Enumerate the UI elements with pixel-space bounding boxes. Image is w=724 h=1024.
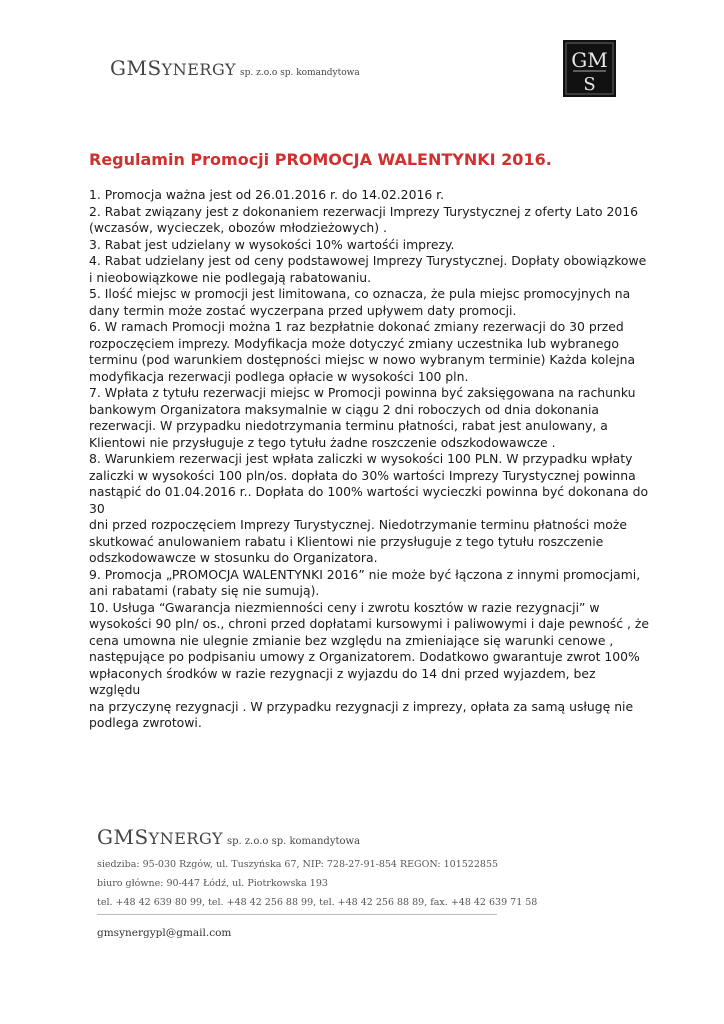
clause-10: 10. Usługa “Gwarancja niezmienności ceny i zwrotu kosztów w razie rezygnacji” w wysokości 90 pln/ os., chroni przed dopłatami kursowymi i paliwowymi i daje pewność , że cena umowna nie ulegnie zmianie bez względu na zmieniające się warunki cenowe , następujące po podpisaniu umowy z Organizatorem. Dodatkowo gwarantuje zwrot 100% wpłaconych środków w razie rezygnacji z wyjazdu do 14 dni przed wyjazdem, bez względu na przyczynę rezygnacji . W przypadku rezygnacji z imprezy, opłata za samą usługę nie podlega zwrotowi. — [89, 599, 649, 730]
clause-4: 4. Rabat udzielany jest od ceny podstawowej Imprezy Turystycznej. Dopłaty obowiązkowe i nieobowiązkowe nie podlegają rabatowaniu. — [89, 253, 647, 285]
document-title: Regulamin Promocji PROMOCJA WALENTYNKI 2016. — [89, 150, 552, 169]
clause-5: 5. Ilość miejsc w promocji jest limitowana, co oznacza, że pula miejsc promocyjnych na dany termin może zostać wyczerpana przed upływem daty promocji. — [89, 286, 631, 318]
header-brand — [110, 56, 360, 80]
clause-2: 2. Rabat związany jest z dokonaniem rezerwacji Imprezy Turystycznej z oferty Lato 2016 (wczasów, wycieczek, obozów młodzieżowych) . — [89, 203, 638, 235]
footer-office: biuro główne: 90-447 Łódź, ul. Piotrkowska 193 — [97, 878, 328, 889]
document-body — [89, 187, 649, 732]
header-brand-rest: YNERGY — [161, 60, 237, 79]
clause-3: 3. Rabat jest udzielany w wysokości 10% wartośći imprezy. — [89, 236, 455, 252]
page-header — [0, 0, 724, 120]
clause-8: 8. Warunkiem rezerwacji jest wpłata zaliczki w wysokości 100 PLN. W przypadku wpłaty zaliczki w wysokości 100 pln/os. dopłata do 30% wartości Imprezy Turystycznej powinna nastąpić do 01.04.2016 r.. Dopłata do 100% wartości wycieczki powinna być dokonana do 30 dni przed rozpoczęciem Imprezy Turystycznej. Niedotrzymanie terminu płatności może skutkować anulowaniem rabatu i Klientowi nie przysługuje z tego tytułu roszczenie odszkodowawcze w stosunku do Organizatora. — [89, 451, 649, 565]
clause-9: 9. Promocja „PROMOCJA WALENTYNKI 2016” nie może być łączona z innymi promocjami, ani rabatami (rabaty się nie sumują). — [89, 566, 641, 598]
clause-1: 1. Promocja ważna jest od 26.01.2016 r. do 14.02.2016 r. — [89, 187, 445, 202]
footer-brand-rest: YNERGY — [148, 829, 224, 848]
gms-logo — [563, 40, 616, 97]
header-brand-legal-form: sp. z.o.o sp. komandytowa — [240, 68, 360, 78]
footer-brand-initial: GMS — [97, 825, 149, 849]
footer-email: gmsynergypl@gmail.com — [97, 927, 232, 939]
clause-7: 7. Wpłata z tytułu rezerwacji miejsc w Promocji powinna być zaksięgowana na rachunku bankowym Organizatora maksymalnie w ciągu 2 dni roboczych od dnia dokonania rezerwacji. W przypadku niedotrzymania terminu płatności, rabat jest anulowany, a Klientowi nie przysługuje z tego tytułu żadne roszczenie odszkodowawcze . — [89, 385, 636, 450]
footer-brand-legal-form: sp. z.o.o sp. komandytowa — [227, 836, 361, 847]
clause-6: 6. W ramach Promocji można 1 raz bezpłatnie dokonać zmiany rezerwacji do 30 przed rozpoczęciem imprezy. Modyfikacja może dotyczyć zmiany uczestnika lub wybranego terminu (pod warunkiem dostępności miejsc w nowo wybranym terminie) Każda kolejna modyfikacja rezerwacji podlega opłacie w wysokości 100 pln. — [89, 319, 636, 384]
footer-brand — [97, 825, 517, 849]
gms-logo-graphic — [563, 40, 616, 97]
footer-divider — [97, 914, 497, 915]
logo-letter-bottom: S — [583, 74, 596, 95]
logo-letters-top: GM — [571, 48, 608, 72]
page-footer — [97, 825, 538, 939]
header-brand-initial: GMS — [110, 56, 162, 80]
footer-address: siedziba: 95-030 Rzgów, ul. Tuszyńska 67, NIP: 728-27-91-854 REGON: 101522855 — [97, 859, 499, 870]
footer-phones: tel. +48 42 639 80 99, tel. +48 42 256 88 99, tel. +48 42 256 88 89, fax. +48 42 639 71 58 — [97, 897, 538, 908]
